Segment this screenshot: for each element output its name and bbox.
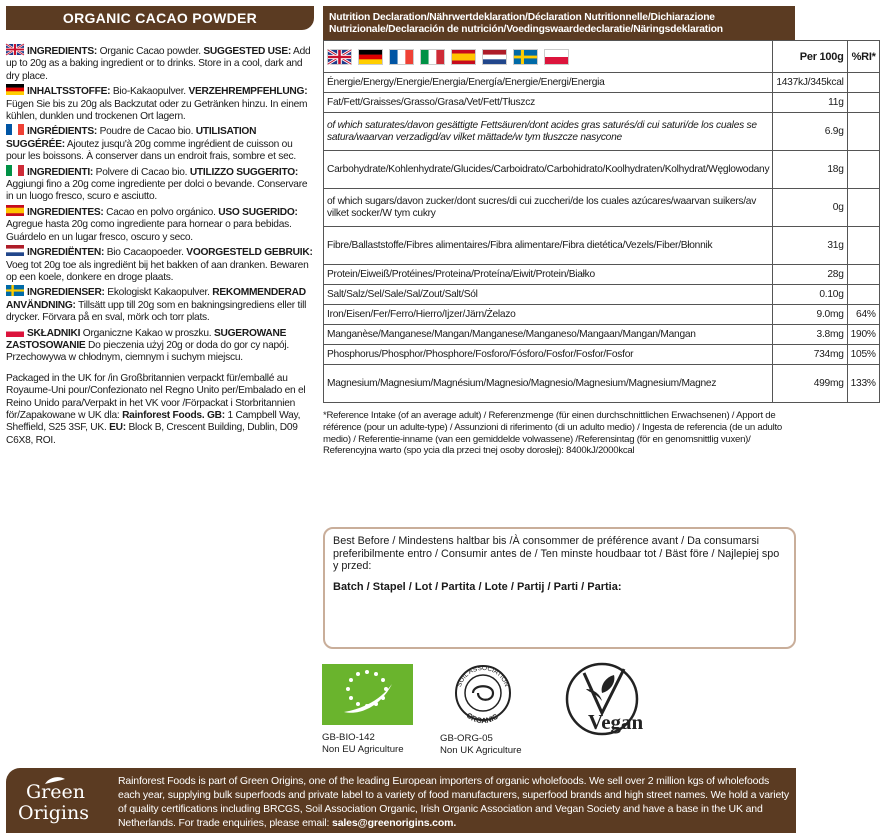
flag-fr-icon <box>6 124 24 135</box>
eu-organic-code: GB-BIO-142 <box>322 732 375 743</box>
nutrient-ri <box>847 189 879 227</box>
suggested-use-text: Agregue hasta 20g como ingrediente para hornear o para bebidas. Guárdelo en un lugar fresco, oscuro y seco. <box>6 219 292 243</box>
flag-strip <box>327 49 769 65</box>
ingredients-es <box>6 205 314 244</box>
nutrition-row <box>324 365 880 403</box>
packed-for <box>6 373 314 447</box>
nutrient-ri <box>847 285 879 305</box>
nutrition-row <box>324 93 880 113</box>
svg-text:ORGANIC <box>465 711 501 725</box>
eu-organic-logo-block <box>322 664 422 755</box>
suggested-use-label: SUGGESTED USE: <box>203 46 292 57</box>
suggested-use-label: REKOMMENDERAD ANVÄNDNING: <box>6 287 306 311</box>
ingredients-text: Polvere di Cacao bio. <box>93 166 190 178</box>
best-before-text: Best Before / Mindestens haltbar bis /À consommer de préférence avant / Da consumarsi preferibilmente entro / Consumir antes de / Ten minste houdbaar tot / Bäst före / Najlepiej spo y przed: <box>333 535 780 572</box>
flag-uk-icon <box>327 49 352 65</box>
eu-organic-leaf-icon <box>322 664 413 725</box>
soil-bottom-text: ORGANIC <box>464 710 500 726</box>
about-text: Rainforest Foods is part of Green Origins, one of the leading European importers of organic wholefoods. We sell over 2 million kgs of wholefoods each year, supplying bulk superfoods and private label to a variety of food manufacturers, superfood brands and high street names. We hold a variety of quality certifications including BRCGS, Soil Association Organic, Irish Organic Association and Vegan Society and have a base in the UK and Netherlands. For trade enquiries, please email: <box>118 775 790 829</box>
suggested-use-label: UTILISATION SUGGÉRÉE: <box>6 126 257 150</box>
nutrient-name: of which saturates/davon gesättigte Fettsäuren/dont acides gras saturés/di cui saturi/de los cuales se satura/waarvan verzadigd/av vilket mättade/w tym tłuszcze nasycone <box>324 113 773 151</box>
vegan-label: Vegan <box>588 710 644 734</box>
product-title: ORGANIC CACAO POWDER <box>6 6 314 30</box>
nutrient-ri <box>847 227 879 265</box>
soil-association-icon <box>440 660 526 726</box>
nutrient-name: Salt/Salz/Sel/Sale/Sal/Zout/Salt/Sól <box>324 285 773 305</box>
nutrition-row <box>324 305 880 325</box>
nutrient-ri <box>847 93 879 113</box>
nutrient-ri: 190% <box>847 325 879 345</box>
per100-header: Per 100g <box>773 41 847 73</box>
ingredients-label: INGREDIENTI: <box>27 166 94 178</box>
ingredients-label: INGREDIENTES: <box>27 206 104 218</box>
vegan-society-icon <box>562 663 658 743</box>
nutrient-value: 0g <box>773 189 847 227</box>
nutrient-name: Énergie/Energy/Energie/Energia/Energía/Energie/Energi/Energia <box>324 73 773 93</box>
nutrient-name: Protein/Eiweiß/Protéines/Proteina/Proteína/Eiwit/Protein/Białko <box>324 265 773 285</box>
nutrient-value: 9.0mg <box>773 305 847 325</box>
flag-pl-icon <box>6 326 24 337</box>
nutrient-ri: 64% <box>847 305 879 325</box>
brand-line-1: Green <box>26 781 85 803</box>
nutrition-row <box>324 113 880 151</box>
nutrient-value: 6.9g <box>773 113 847 151</box>
nutrition-row <box>324 151 880 189</box>
nutrient-value: 11g <box>773 93 847 113</box>
nutrition-row <box>324 325 880 345</box>
suggested-use-label: VERZEHREMPFEHLUNG: <box>188 86 308 98</box>
soil-note: Non UK Agriculture <box>440 744 522 756</box>
suggested-use-text: Fügen Sie bis zu 20g als Backzutat oder zu Getränken hinzu. In einem kühlen, dunklen und trockenen Ort lagern. <box>6 98 308 123</box>
ri-header: %RI* <box>847 41 879 73</box>
packed-company: Rainforest Foods. <box>122 409 205 421</box>
svg-text:SOIL ASSOCIATION <box>456 665 510 688</box>
nutrition-row <box>324 345 880 365</box>
ingredients-label: INGRÉDIENTS: <box>27 126 98 138</box>
soil-code: GB-ORG-05 <box>440 733 493 744</box>
best-before-box <box>323 527 796 649</box>
ingredients-pl <box>6 326 314 365</box>
nutrient-name: Carbohydrate/Kohlenhydrate/Glucides/Carboidrato/Carbohidrato/Koolhydraten/Kolhydrat/Węglowodany <box>324 151 773 189</box>
nutrient-ri <box>847 265 879 285</box>
suggested-use-label: USO SUGERIDO: <box>218 206 298 218</box>
soil-association-logo-block <box>440 660 550 756</box>
company-footer <box>6 768 796 833</box>
ingredients-text: Ekologiskt Kakaopulver. <box>104 287 213 299</box>
flag-de-icon <box>6 84 24 95</box>
ingredients-nl <box>6 245 314 284</box>
nutrition-flags-row <box>324 41 880 73</box>
nutrient-value: 499mg <box>773 365 847 403</box>
suggested-use-label: UTILIZZO SUGGERITO: <box>189 166 299 178</box>
flag-pl-icon <box>544 49 569 65</box>
ingredients-list <box>6 44 314 365</box>
ingredients-fr <box>6 124 314 163</box>
nutrition-row <box>324 227 880 265</box>
nutrient-name: of which sugars/davon zucker/dont sucres/di cui zuccheri/de los cuales azúcares/waarvan suikers/av vilket socker/W tym cukry <box>324 189 773 227</box>
flag-nl-icon <box>6 245 24 256</box>
reference-intake-footnote: *Reference Intake (of an average adult) / Referenzmenge (für einen durchschnittlichen Erwachsenen) / Apport de référence (pour un adulte-type) / Assunzioni di riferimento (di un adulto medio) / Ingesta de referencia (de un adulto medio) / Referentie-inname (van een gemiddelde volwassene) /Referensintag (för en genomsnittlig vuxen)/ Referencyjna warto (spo ycia dla przeci tnej osoby dorosłej): 8400kJ/2000kcal <box>323 410 782 457</box>
suggested-use-text: Voeg tot 20g toe als ingrediënt bij het bakken of aan dranken. Bewaren op een koele, donkere en droge plaats. <box>6 259 309 283</box>
flag-uk-icon <box>6 44 24 55</box>
flag-it-icon <box>6 165 24 176</box>
nutrient-value: 28g <box>773 265 847 285</box>
packed-gb-address: 1 Campbell Way, Sheffield, S25 3SF, UK. <box>6 409 301 434</box>
nutrient-name: Iron/Eisen/Fer/Ferro/Hierro/Ijzer/Järn/Żelazo <box>324 305 773 325</box>
ingredients-text: Bio-Kakaopulver. <box>110 86 189 98</box>
ingredients-label: INGREDIENSER: <box>27 287 105 299</box>
flag-se-icon <box>6 285 24 296</box>
flag-se-icon <box>513 49 538 65</box>
ingredients-en <box>6 44 314 83</box>
brand-line-2: Origins <box>18 802 89 824</box>
nutrition-column <box>323 6 876 457</box>
suggested-use-text: Tillsätt upp till 20g som en bakningsingrediens eller till drycker. Förvara på en sval, mörk och torr plats. <box>6 299 307 324</box>
nutrient-name: Phosphorus/Phosphor/Phosphore/Fosforo/Fósforo/Fosfor/Fosfor/Fosfor <box>324 345 773 365</box>
nutrient-ri <box>847 151 879 189</box>
nutrient-name: Magnesium/Magnesium/Magnésium/Magnesio/Magnesio/Magnesium/Magnesium/Magnez <box>324 365 773 403</box>
ingredients-text: Poudre de Cacao bio. <box>97 126 196 138</box>
nutrition-table <box>323 40 880 403</box>
packed-text: Packaged in the UK for /in Großbritannien verpackt für/emballé au Royaume-Uni pour/Confezionato nel Regno Unito per/Embalado en el Reino Unido para/Verpakt in het VK voor /Förpackat i Storbritannien för/Zapakowane w UK dla: <box>6 372 306 421</box>
nutrient-name: Fat/Fett/Graisses/Grasso/Grasa/Vet/Fett/Tłuszcz <box>324 93 773 113</box>
flag-es-icon <box>451 49 476 65</box>
flag-fr-icon <box>389 49 414 65</box>
nutrient-ri: 133% <box>847 365 879 403</box>
flag-nl-icon <box>482 49 507 65</box>
nutrient-value: 3.8mg <box>773 325 847 345</box>
nutrition-header: Nutrition Declaration/Nährwertdeklaration/Déclaration Nutritionnelle/Dichiarazione Nutrizionale/Declaración de nutrición/Voedingswaardedeclaratie/Näringsdeklaration <box>323 6 795 40</box>
ingredients-column <box>6 6 314 448</box>
flag-it-icon <box>420 49 445 65</box>
packed-eu-address: Block B, Crescent Building, Dublin, D09 C6X8, ROI. <box>6 422 298 446</box>
ingredients-label: SKŁADNIKI <box>27 327 81 339</box>
nutrient-ri: 105% <box>847 345 879 365</box>
suggested-use-text: Ajoutez jusqu'à 20g comme ingrédient de cuisson ou pour les boissons. À conserver dans un endroit frais, sombre et sec. <box>6 138 296 163</box>
suggested-use-label: VOORGESTELD GEBRUIK: <box>186 247 313 259</box>
ingredients-label: INGREDIËNTEN: <box>27 247 105 259</box>
suggested-use-label: SUGEROWANE ZASTOSOWANIE <box>6 327 287 351</box>
suggested-use-text: Do pieczenia użyj 20g or doda do gor cy napój. Przechowywa w chłodnym, ciemnym i suchym miejscu. <box>6 339 289 364</box>
green-origins-logo <box>18 778 118 824</box>
ingredients-text: Cacao en polvo orgánico. <box>103 206 219 218</box>
nutrient-name: Manganèse/Manganese/Mangan/Manganese/Manganeso/Mangaan/Mangan/Mangan <box>324 325 773 345</box>
ingredients-label: INGREDIENTS: <box>27 46 98 57</box>
nutrient-value: 18g <box>773 151 847 189</box>
ingredients-text: Organiczne Kakao w proszku. <box>80 327 214 339</box>
company-about <box>118 774 790 830</box>
ingredients-text: Bio Cacaopoeder. <box>104 247 187 259</box>
packed-eu-label: EU: <box>109 422 126 434</box>
ingredients-de <box>6 84 314 123</box>
suggested-use-text: Add up to 20g as a baking ingredient or to drinks. Store in a cool, dark and dry place. <box>6 46 311 82</box>
batch-label: Batch / Stapel / Lot / Partita / Lote / Partij / Parti / Partia: <box>333 580 622 593</box>
nutrition-row <box>324 189 880 227</box>
suggested-use-text: Aggiungi fino a 20g come ingrediente per dolci o bevande. Conservare in un luogo fresco, scuro e asciutto. <box>6 179 308 203</box>
nutrient-ri <box>847 73 879 93</box>
nutrient-name: Fibre/Ballaststoffe/Fibres alimentaires/Fibra alimentare/Fibra dietética/Vezels/Fiber/Błonnik <box>324 227 773 265</box>
ingredients-text: Organic Cacao powder. <box>97 46 204 57</box>
nutrition-row <box>324 73 880 93</box>
vegan-logo-block <box>562 663 662 748</box>
ingredients-it <box>6 165 314 204</box>
packed-gb-label: GB: <box>204 409 225 421</box>
soil-top-text: SOIL ASSOCIATION <box>455 664 511 688</box>
flag-de-icon <box>358 49 383 65</box>
nutrient-value: 0.10g <box>773 285 847 305</box>
nutrient-value: 734mg <box>773 345 847 365</box>
sales-email[interactable]: sales@greenorigins.com. <box>332 817 457 829</box>
eu-organic-note: Non EU Agriculture <box>322 743 404 755</box>
ingredients-label: INHALTSSTOFFE: <box>27 86 111 98</box>
nutrient-ri <box>847 113 879 151</box>
nutrient-value: 1437kJ/345kcal <box>773 73 847 93</box>
nutrient-value: 31g <box>773 227 847 265</box>
flag-es-icon <box>6 205 24 216</box>
leaf-icon <box>44 776 66 785</box>
ingredients-sv <box>6 285 314 324</box>
nutrition-row <box>324 265 880 285</box>
nutrition-row <box>324 285 880 305</box>
